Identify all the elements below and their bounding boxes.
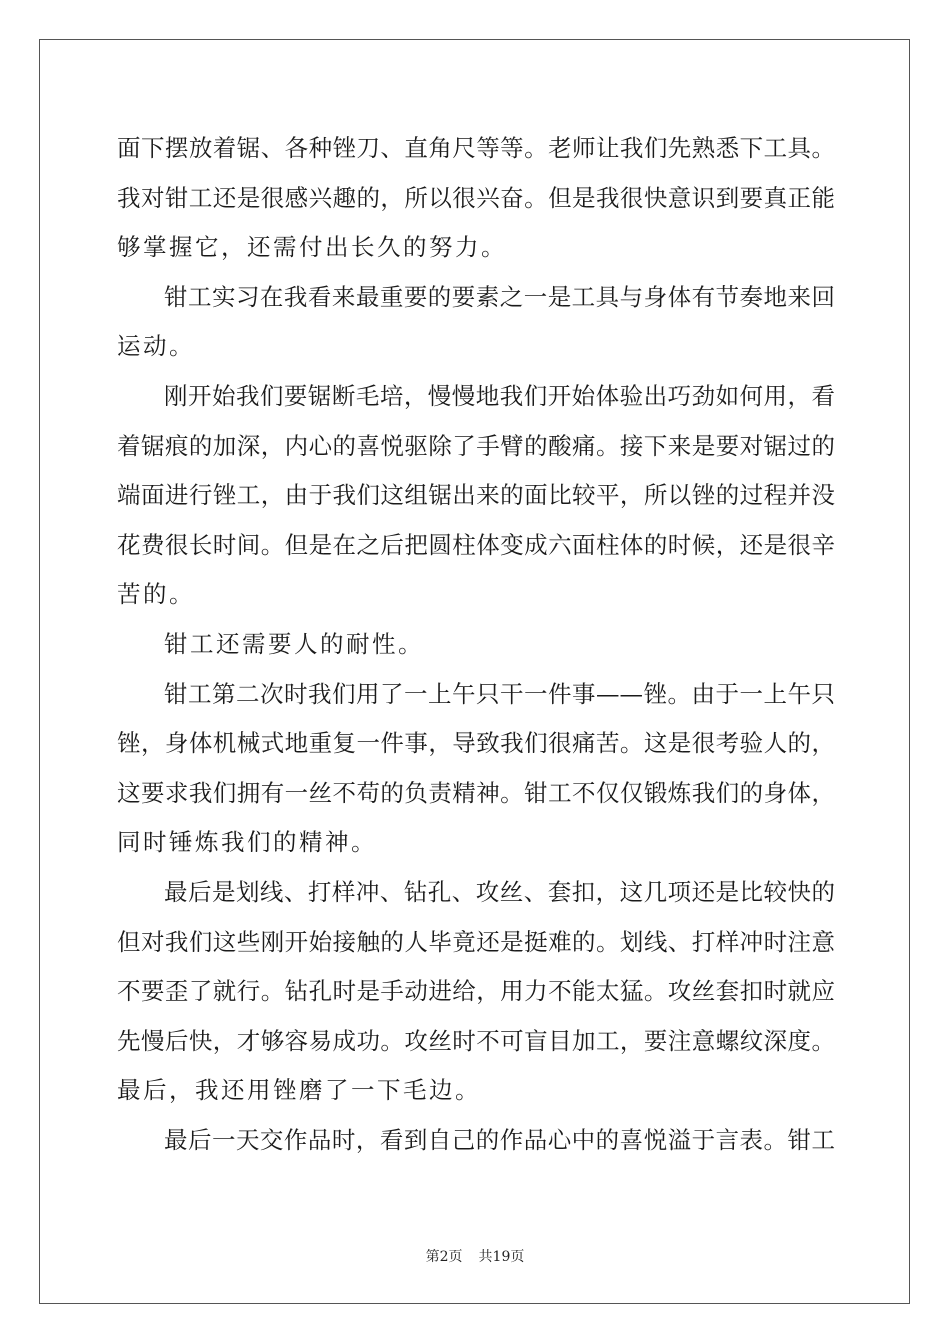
text-line: 最后一天交作品时，看到自己的作品心中的喜悦溢于言表。钳工: [164, 1125, 835, 1154]
text-line: 端面进行锉工，由于我们这组锯出来的面比较平，所以锉的过程并没: [117, 481, 835, 510]
text-line: 苦的。: [117, 580, 195, 609]
text-line: 但对我们这些刚开始接触的人毕竟还是挺难的。划线、打样冲时注意: [117, 927, 835, 956]
text-line: 钳工还需要人的耐性。: [164, 629, 424, 658]
text-line: 不要歪了就行。钻孔时是手动进给，用力不能太猛。攻丝套扣时就应: [117, 977, 835, 1006]
text-line: 钳工实习在我看来最重要的要素之一是工具与身体有节奏地来回: [164, 282, 835, 311]
text-line: 锉，身体机械式地重复一件事，导致我们很痛苦。这是很考验人的，: [117, 729, 835, 758]
document-body: [117, 124, 835, 1165]
text-line: 我对钳工还是很感兴趣的，所以很兴奋。但是我很快意识到要真正能: [117, 183, 835, 212]
text-line: 运动。: [117, 332, 195, 361]
current-page-label: 第2页: [425, 1249, 463, 1265]
text-line: 先慢后快，才够容易成功。攻丝时不可盲目加工，要注意螺纹深度。: [117, 1026, 835, 1055]
text-line: 这要求我们拥有一丝不苟的负责精神。钳工不仅仅锻炼我们的身体，: [117, 778, 835, 807]
text-line: 花费很长时间。但是在之后把圆柱体变成六面柱体的时候，还是很辛: [117, 530, 835, 559]
text-line: 刚开始我们要锯断毛培，慢慢地我们开始体验出巧劲如何用，看: [164, 381, 835, 410]
text-line: 最后是划线、打样冲、钻孔、攻丝、套扣，这几项还是比较快的: [164, 877, 835, 906]
text-line: 面下摆放着锯、各种锉刀、直角尺等等。老师让我们先熟悉下工具。: [117, 134, 835, 162]
text-line: 着锯痕的加深，内心的喜悦驱除了手臂的酸痛。接下来是要对锯过的: [117, 431, 835, 460]
text-line: 同时锤炼我们的精神。: [117, 828, 377, 857]
total-pages-label: 共19页: [478, 1249, 525, 1265]
page-footer: [0, 1247, 950, 1267]
text-line: 够掌握它，还需付出长久的努力。: [117, 233, 507, 262]
text-line: 钳工第二次时我们用了一上午只干一件事——锉。由于一上午只: [164, 679, 835, 708]
text-line: 最后，我还用锉磨了一下毛边。: [117, 1076, 481, 1105]
